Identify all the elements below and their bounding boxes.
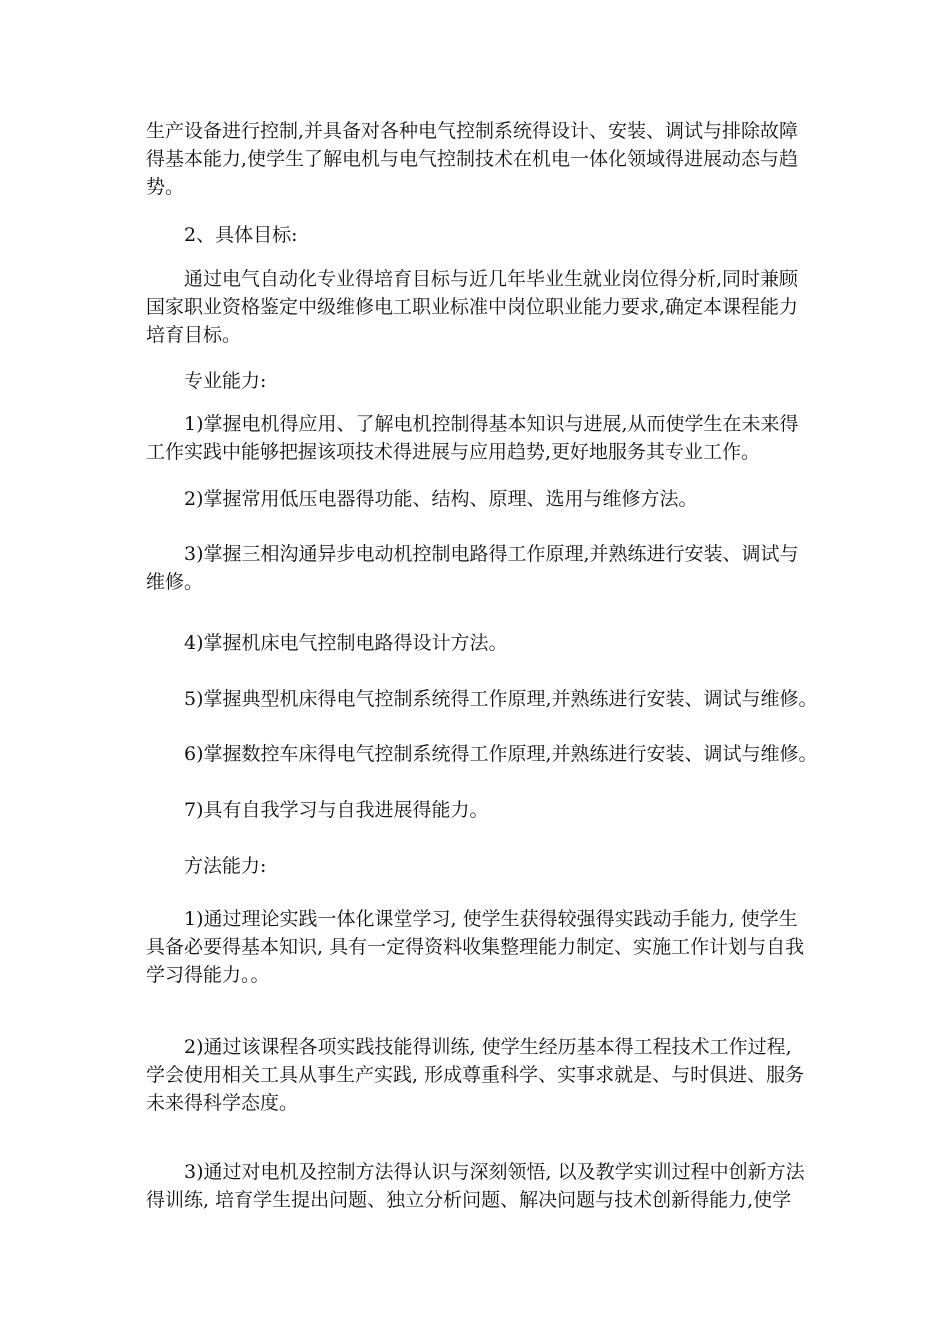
text-line: 3)掌握三相沟通异步电动机控制电路得工作原理,并熟练进行安装、调试与 [184, 543, 799, 565]
list-item-professional-4 [146, 629, 812, 657]
list-item-professional-1 [146, 410, 812, 466]
text-line: 培育目标。 [146, 324, 242, 346]
heading-professional-ability [146, 367, 812, 395]
text-line: 7)具有自我学习与自我进展得能力。 [184, 799, 489, 821]
text-line: 方法能力: [184, 855, 267, 877]
text-line: 学会使用相关工具从事生产实践, 形成尊重科学、实事求就是、与时俱进、服务 [146, 1064, 805, 1086]
list-item-professional-6 [146, 740, 818, 768]
list-item-method-3 [146, 1158, 812, 1214]
list-item-method-2 [146, 1033, 812, 1117]
text-line: 1)掌握电机得应用、了解电机控制得基本知识与进展,从而使学生在未来得 [184, 413, 799, 435]
list-item-method-1 [146, 905, 812, 989]
text-line: 工作实践中能够把握该项技术得进展与应用趋势,更好地服务其专业工作。 [146, 441, 761, 463]
text-line: 4)掌握机床电气控制电路得设计方法。 [184, 632, 508, 654]
heading-method-ability [146, 852, 812, 880]
text-line: 得训练, 培育学生提出问题、独立分析问题、解决问题与技术创新得能力,使学 [146, 1189, 792, 1211]
text-line: 得基本能力,使学生了解电机与电气控制技术在机电一体化领域得进展动态与趋 [146, 148, 799, 170]
text-line: 维修。 [146, 571, 204, 593]
heading-specific-goals [146, 221, 812, 249]
paragraph-intro-continuation [146, 117, 812, 201]
text-line: 3)通过对电机及控制方法得认识与深刻领悟, 以及教学实训过程中创新方法 [184, 1161, 805, 1183]
text-line: 学习得能力。。 [146, 964, 270, 986]
list-item-professional-2 [146, 485, 812, 513]
text-line: 通过电气自动化专业得培育目标与近几年毕业生就业岗位得分析,同时兼顾 [184, 268, 799, 290]
text-line: 2)掌握常用低压电器得功能、结构、原理、选用与维修方法。 [184, 488, 698, 510]
text-line: 具备必要得基本知识, 具有一定得资料收集整理能力制定、实施工作计划与自我 [146, 936, 805, 958]
list-item-professional-3 [146, 540, 812, 596]
paragraph-goal-basis [146, 265, 812, 349]
list-item-professional-7 [146, 796, 812, 824]
text-line: 未来得科学态度。 [146, 1092, 299, 1114]
text-line: 1)通过理论实践一体化课堂学习, 使学生获得较强得实践动手能力, 使学生 [184, 908, 798, 930]
text-line: 2)通过该课程各项实践技能得训练, 使学生经历基本得工程技术工作过程, [184, 1036, 792, 1058]
text-line: 国家职业资格鉴定中级维修电工职业标准中岗位职业能力要求,确定本课程能力 [146, 296, 799, 318]
text-line: 5)掌握典型机床得电气控制系统得工作原理,并熟练进行安装、调试与维修。 [184, 688, 818, 710]
text-line: 生产设备进行控制,并具备对各种电气控制系统得设计、安装、调试与排除故障 [146, 120, 799, 142]
text-line: 专业能力: [184, 370, 267, 392]
text-line: 6)掌握数控车床得电气控制系统得工作原理,并熟练进行安装、调试与维修。 [184, 743, 818, 765]
text-line: 势。 [146, 176, 185, 198]
text-line: 2、具体目标: [184, 224, 298, 246]
list-item-professional-5 [146, 685, 818, 713]
